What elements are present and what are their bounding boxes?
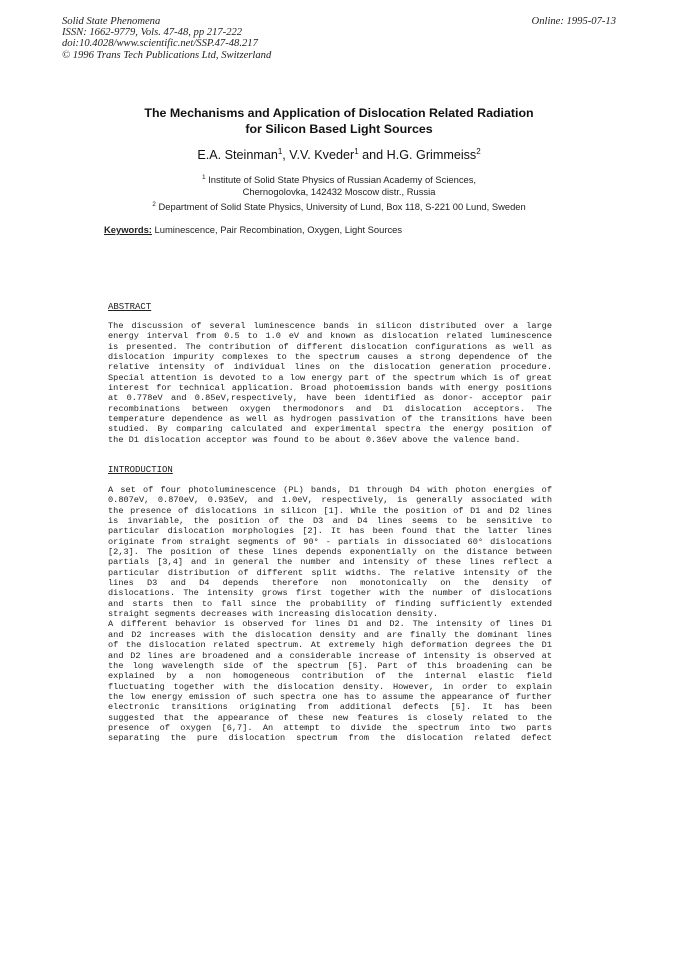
affiliation-2-line: Department of Solid State Physics, University of Lund, Box 118, S-221 00 Lund, Sweden — [158, 201, 526, 213]
introduction-line: the long wavelength side of the spectrum [5]. Part of this broadening can be — [108, 660, 552, 671]
introduction-line: lines D3 and D4 depends therefore non monotonically on the density of — [108, 578, 552, 589]
introduction-line: dislocations. The intensity grows first together with the number of dislocations — [108, 588, 552, 599]
affiliation-mark: 1 — [201, 174, 206, 181]
abstract-line: interest for technical application. Broad photoemission bands with energy positions — [108, 383, 552, 394]
introduction-line: presence of oxygen [6,7]. An attempt to divide the spectrum into two parts — [108, 722, 552, 733]
affiliation-mark: 1 — [277, 147, 283, 156]
abstract-line: the D1 dislocation acceptor was found to be about 0.36eV above the valence band. — [108, 434, 521, 445]
introduction-heading: INTRODUCTION — [108, 465, 173, 475]
affiliation-1 — [0, 172, 678, 198]
keywords-text: Luminescence, Pair Recombination, Oxygen, Light Sources — [154, 224, 403, 235]
introduction-line: partials [3,4] and in general the number and intensity of these lines reflect a — [108, 557, 552, 568]
introduction-line: [2,3]. The position of these lines depends exponentially on the distance between — [108, 547, 552, 558]
introduction-line: fluctuating together with the dislocation density. However, in order to explain — [108, 681, 552, 692]
introduction-line: suggested that the appearance of these new features is closely related to the — [108, 712, 552, 723]
introduction-line: particular dislocation morphologies [2]. It has been found that the latter lines — [108, 526, 552, 537]
introduction-line: particular distribution of different split widths. The relative intensity of the — [108, 567, 552, 578]
affiliation-mark: 2 — [152, 201, 156, 208]
abstract-body — [108, 321, 552, 445]
introduction-line: the presence of dislocations in silicon [1]. While the position of D1 and D2 lines — [108, 505, 552, 516]
introduction-line: of the dislocation related spectrum. At extremely high deformation degrees the D1 — [108, 640, 552, 651]
doi-line: doi:10.4028/www.scientific.net/SSP.47-48.217 — [62, 38, 258, 50]
abstract-line: at 0.778eV and 0.85eV,respectively, have been identified as donor- acceptor pair — [108, 393, 552, 404]
author-name: H.G. Grimmeiss — [386, 148, 477, 163]
abstract-line: energy interval from 0.5 to 1.0 eV and known as dislocation related luminescence — [108, 331, 552, 342]
introduction-body — [108, 485, 552, 744]
introduction-line: A set of four photoluminescence (PL) bands, D1 through D4 with photon energies of — [108, 485, 552, 495]
introduction-line: and D2 increases with the dislocation density and are finally the dominant lines — [108, 629, 552, 640]
affiliation-2 — [0, 201, 678, 212]
keywords-label: Keywords: — [104, 224, 152, 235]
keywords — [104, 224, 402, 235]
introduction-line: separating the pure dislocation spectrum from the dislocation related defect — [108, 733, 552, 744]
abstract-line: relative intensity of individual lines on the dislocation generation procedure. — [108, 362, 552, 373]
introduction-line: explained by a non homogeneous contribution of the internal elastic field — [108, 671, 552, 682]
journal-name: Solid State Phenomena — [62, 16, 161, 27]
paper-title — [0, 105, 678, 137]
introduction-line: 0.807eV, 0.870eV, 0.935eV, and 1.0eV, respectively, is generally associated with — [108, 495, 552, 506]
author-list: E.A. Steinman$^1$, V.V. Kveder$^1$ and H.G. Grimmeiss$^2$ — [197, 147, 481, 163]
abstract-line: recombinations between oxygen thermodonors and D1 dislocation acceptors. The — [108, 403, 552, 414]
publication-info — [62, 16, 271, 61]
abstract-line: Special attention is devoted to a low energy part of the spectrum which is of great — [108, 372, 552, 383]
abstract-heading: ABSTRACT — [108, 302, 152, 312]
affiliation-1-line-2: Chernogolovka, 142432 Moscow distr., Russia — [242, 186, 436, 198]
issn-line: ISSN: 1662-9779, Vols. 47-48, pp 217-222 — [62, 27, 243, 39]
affiliation-mark: 1 — [354, 147, 359, 156]
title-line-1: The Mechanisms and Application of Dislocation Related Radiation — [144, 106, 534, 120]
abstract-line: studied. By comparing calculated and experimental spectra the energy position of — [108, 424, 552, 435]
introduction-line: electronic transitions originating from additional defects [5]. It has been — [108, 702, 552, 713]
abstract-line: dislocation impurity complexes to the spectrum causes a strong dependence of the — [108, 352, 552, 363]
affiliation-1-line-1: Institute of Solid State Physics of Russian Academy of Sciences, — [208, 174, 477, 186]
author-conjunction: and — [362, 148, 384, 163]
introduction-line: originate from straight segments of 90° - partials in dissociated 60° dislocations — [108, 536, 552, 547]
affiliation-mark: 2 — [476, 147, 481, 156]
abstract-line: is presented. The contribution of different dislocation configurations as well as — [108, 341, 552, 352]
title-line-2: for Silicon Based Light Sources — [245, 122, 433, 136]
abstract-line: The discussion of several luminescence bands in silicon distributed over a large — [108, 321, 552, 331]
author-name: V.V. Kveder — [289, 148, 355, 163]
introduction-line: the low energy emission of such spectra one has to assume the appearance of further — [108, 691, 552, 702]
online-date: Online: 1995-07-13 — [531, 16, 616, 27]
introduction-line: and D2 lines are broadened and a considerable increase of intensity is observed at — [108, 650, 552, 661]
author-name: E.A. Steinman — [197, 148, 278, 163]
introduction-line: is invariable, the position of the D3 and D4 lines seems to be sensitive to — [108, 516, 552, 527]
introduction-line: A different behavior is observed for lines D1 and D2. The intensity of lines D1 — [108, 619, 552, 630]
abstract-line: temperature dependence as well as hydrogen passivation of the transitions have been — [108, 414, 552, 425]
copyright-line: © 1996 Trans Tech Publications Ltd, Switzerland — [62, 49, 272, 61]
introduction-line: straight segments decreases with increasing dislocation density. — [108, 609, 439, 620]
introduction-line: and starts then to fall since the probability of finding sufficiently extended — [108, 598, 552, 609]
